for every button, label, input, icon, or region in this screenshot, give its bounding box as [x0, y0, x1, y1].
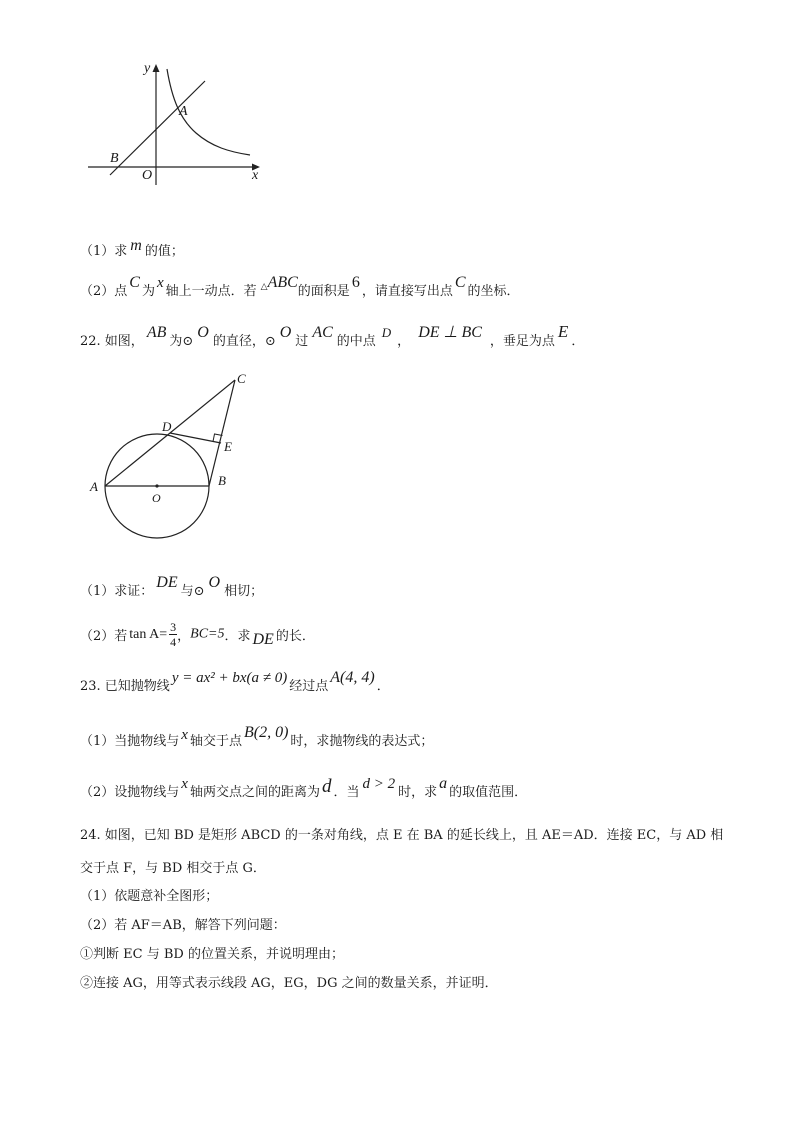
- q24-line3: （1）依题意补全图形；: [80, 889, 219, 904]
- label-O: O: [142, 168, 153, 183]
- y-axis-arrow-icon: [153, 64, 160, 72]
- label-A: A: [179, 104, 188, 119]
- label-O: O: [152, 491, 161, 505]
- figure-circle-triangle: [85, 370, 260, 570]
- label-B: B: [110, 151, 119, 166]
- center-dot: [155, 484, 158, 487]
- q22-part2: （2）若 tan A= $\frac{3}{4}$ ，BC=5．求 DE 的长．: [80, 620, 315, 649]
- q24-line5: ①判断 EC 与 BD 的位置关系，并说明理由；: [80, 947, 344, 962]
- q22-part1: （1）求证：DE与⊙O相切；: [80, 574, 264, 599]
- label-A: A: [90, 479, 98, 494]
- label-B: B: [218, 473, 226, 488]
- label-y: y: [144, 61, 151, 76]
- label-x: x: [252, 168, 259, 183]
- figure-hyperbola-line: [80, 55, 270, 190]
- q22-stem: 22. 如图，AB为⊙O的直径，⊙O过AC的中点D，DE ⊥ BC，垂足为点E．: [80, 322, 585, 349]
- q23-part2: （2）设抛物线与x轴两交点之间的距离为 d ．当d > 2时，求a的取值范围．: [80, 775, 528, 800]
- q23-part1: （1）当抛物线与 x 轴交于点B(2, 0)时，求抛物线的表达式；: [80, 724, 434, 749]
- q21-part1: （1）求 m 的值；: [80, 237, 184, 259]
- segment-BC: [209, 380, 235, 486]
- label-D: D: [162, 419, 172, 434]
- fraction-3-4: $\frac{3}{4}$: [170, 620, 177, 649]
- q23-stem: 23. 已知抛物线y = ax² + bx(a ≠ 0)经过点A(4, 4)．: [80, 669, 390, 694]
- q24-line6: ②连接 AG，用等式表示线段 AG，EG，DG 之间的数量关系，并证明．: [80, 976, 498, 991]
- label-E: E: [224, 439, 232, 454]
- q24-line2: 交于点 F，与 BD 相交于点 G．: [80, 861, 266, 876]
- q24-line4: （2）若 AF＝AB，解答下列问题：: [80, 918, 286, 933]
- label-C: C: [237, 371, 246, 386]
- q24-line1: 24. 如图，已知 BD 是矩形 ABCD 的一条对角线，点 E 在 BA 的延长线上，且 AE＝AD．连接 EC，与 AD 相: [80, 828, 724, 843]
- q21-part2: （2）点C为x轴上一动点．若 △ABC的面积是6，请直接写出点C的坐标．: [80, 274, 520, 299]
